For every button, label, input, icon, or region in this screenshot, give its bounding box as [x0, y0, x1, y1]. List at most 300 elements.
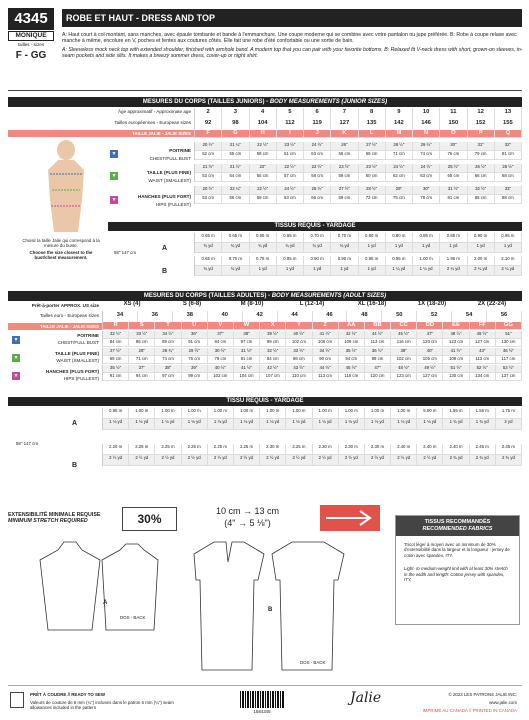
yard-a-cm-row-cell: 0.65 m: [277, 233, 304, 243]
adult-hips-in-row-cell: 45 ½": [339, 365, 365, 373]
yard-b-yd-row-cell: 1 yd: [277, 266, 304, 276]
adult-hips-cm-row-cell: 110 cm: [286, 373, 312, 381]
age-label: Âge approximatif - Approximate age: [117, 109, 191, 114]
yard-b-cm-row-cell: 1.00 m: [413, 256, 440, 266]
adult-chest-cm-row-cell: 113 cm: [365, 339, 391, 347]
seam-allowance-text: Valeurs de couture de 6 mm (¼") incluses dans le patron 6 mm (¼") seam allowances included in the pattern: [30, 700, 174, 711]
adult-yard-b-yd-row-cell: 2 ½ yd: [155, 455, 181, 466]
adult-chest-label: POITRINE: [77, 333, 99, 338]
adult-yard-a-cm-row-cell: 1.55 m: [443, 408, 469, 419]
adult-hips-in-row-cell: 43 ½": [286, 365, 312, 373]
adult-euro-row-cell: 54: [452, 311, 487, 322]
adult-yard-a-yd-row-cell: 2 yd: [496, 419, 522, 430]
junior-yardage-bar: TISSUS REQUIS - YARDAGE: [108, 222, 522, 231]
adult-euro-row-cell: 48: [347, 311, 382, 322]
adult-letter-row-cell: Y: [286, 322, 312, 330]
adult-yard-a-yd-row: [102, 419, 522, 430]
adult-letter-row-cell: R: [103, 322, 129, 330]
yard-a-cm-row-cell: 0.65 m: [250, 233, 277, 243]
waist-label: TAILLE (PLUS FINE): [146, 170, 191, 175]
adult-chest-cm-row-cell: 106 cm: [313, 339, 339, 347]
hips-cm-row-cell: 53 cm: [195, 195, 222, 204]
adult-letter-row-cell: FF: [470, 322, 496, 330]
adult-waist-in-row-cell: 28": [129, 348, 155, 356]
rtw-size: XS (4): [123, 301, 141, 307]
yard-b-yd-row-cell: 1 ¼ yd: [386, 266, 413, 276]
adult-hips-in-row: [102, 365, 522, 373]
waist-cm-row-cell: 59 cm: [331, 173, 358, 182]
adult-hips-in-row-cell: 44 ½": [313, 365, 339, 373]
adult-yard-a-yd-row-cell: 1 ⅛ yd: [182, 419, 208, 430]
letter-row-cell: K: [331, 130, 358, 138]
sizes-label: tailles - sizes: [17, 42, 45, 47]
hips-in-row-cell: 22 ½": [250, 186, 277, 195]
adult-hips-cm-row-cell: 134 cm: [470, 373, 496, 381]
waist-in-row-cell: 21 ½": [222, 164, 249, 173]
adult-yard-a-yd-row-cell: 1 ⅛ yd: [129, 419, 155, 430]
stretch-label: EXTENSIBILITÉ MINIMALE REQUISE MINIMUM STRETCH REQUIRED: [8, 512, 101, 525]
adult-yard-b-yd-row-cell: 2 ½ yd: [129, 455, 155, 466]
size-range: F - GG: [15, 50, 47, 61]
hips-cm-row-cell: 78 cm: [413, 195, 440, 204]
chest-cm-row-cell: 61 cm: [277, 151, 304, 160]
age-row-cell: 2: [195, 108, 222, 119]
waist-cm-row-cell: 65 cm: [440, 173, 467, 182]
adult-chest-cm-row-cell: 127 cm: [470, 339, 496, 347]
waist-in-row-cell: 26 ½": [495, 164, 522, 173]
divider: [8, 90, 522, 91]
jalie-logo: Jalie: [350, 690, 382, 706]
adult-hips-cm-row-cell: 91 cm: [103, 373, 129, 381]
adult-hips-in-row-cell: 40 ½": [208, 365, 234, 373]
age-row-cell: 7: [331, 108, 358, 119]
adult-yard-b-cm-row-cell: 2.30 m: [339, 444, 365, 455]
adult-yard-b-cm-row-cell: 2.25 m: [234, 444, 260, 455]
hips-in-row-cell: 30": [413, 186, 440, 195]
yard-a-yd-row-cell: ¾ yd: [277, 243, 304, 253]
chest-cm-row-cell: 58 cm: [250, 151, 277, 160]
chest-cm-row-cell: 69 cm: [359, 151, 386, 160]
adult-euro-row-cell: 44: [278, 311, 313, 322]
yard-a-cm-row-cell: 0.70 m: [331, 233, 358, 243]
adult-euro-row-cell: 42: [243, 311, 278, 322]
adult-waist-in-row-cell: 35 ½": [339, 348, 365, 356]
adult-chest-cm-row-cell: 91 cm: [182, 339, 208, 347]
junior-yardage-table: [194, 233, 522, 276]
waist-arrow-icon: ▼: [111, 173, 117, 179]
adult-yardage-b-label: B: [72, 462, 78, 469]
rtw-size: L (12-14): [299, 301, 325, 307]
yard-b-cm-row-cell: 0.95 m: [386, 256, 413, 266]
waist-in-row-cell: 21 ½": [195, 164, 222, 173]
yard-a-yd-row-cell: ¾ yd: [331, 243, 358, 253]
age-row-cell: 4: [250, 108, 277, 119]
letter-row-cell: J: [304, 130, 331, 138]
adult-chest-in-row-cell: 37": [208, 331, 234, 339]
adult-chest-en: CHEST/FULL BUST: [57, 340, 99, 345]
yard-a-cm-row: [194, 233, 522, 243]
yard-b-cm-row: [194, 256, 522, 266]
website: www.jalie.com: [489, 700, 517, 705]
letter-row-cell: G: [222, 130, 249, 138]
adult-chest-in-row-cell: 51": [496, 331, 522, 339]
chest-cm-row-cell: 52 cm: [195, 151, 222, 160]
hips-in-row-cell: 32 ½": [468, 186, 495, 195]
euro-row-cell: 92: [195, 119, 222, 130]
rtw-size: S (6-8): [182, 301, 202, 307]
waist-in-row-cell: 22 ½": [304, 164, 331, 173]
chest-in-row-cell: 22 ½": [250, 142, 277, 151]
hips-in-row-cell: 27 ½": [331, 186, 358, 195]
waist-in-row-cell: 23 ½": [359, 164, 386, 173]
adult-hips-cm-row-cell: 107 cm: [260, 373, 286, 381]
yard-b-cm-row-cell: 0.70 m: [222, 256, 249, 266]
adult-waist-in-row-cell: 41 ½": [443, 348, 469, 356]
euro-row: [194, 119, 522, 130]
adult-chest-in-row-cell: 38": [234, 331, 260, 339]
adult-chest-cm-row-cell: 84 cm: [103, 339, 129, 347]
waist-cm-row-cell: 57 cm: [277, 173, 304, 182]
adult-yard-b-cm-row-cell: 2.40 m: [417, 444, 443, 455]
adult-chest-cm-row-cell: 123 cm: [443, 339, 469, 347]
yard-b-yd-row: [194, 266, 522, 276]
adult-waist-cm-row-cell: 69 cm: [103, 356, 129, 364]
hips-in-row-cell: 22 ¼": [222, 186, 249, 195]
adult-letter-row-cell: BB: [365, 322, 391, 330]
adult-hips-en: HIPS (FULLEST): [63, 376, 99, 381]
stretch-in: (4" → 5 ⅛"): [224, 518, 271, 528]
adult-yard-b-yd-row-cell: 2 ¾ yd: [470, 455, 496, 466]
adult-waist-in-row-cell: 29 ½": [182, 348, 208, 356]
adult-waist-in-row-cell: 33 ½": [286, 348, 312, 356]
chest-cm-row-cell: 79 cm: [468, 151, 495, 160]
yard-a-cm-row-cell: 0.85 m: [440, 233, 467, 243]
adult-yard-b-cm-row-cell: 2.40 m: [391, 444, 417, 455]
chest-cm-row-cell: 74 cm: [413, 151, 440, 160]
adult-hips-cm-row: [102, 373, 522, 381]
adult-letter-row-cell: AA: [339, 322, 365, 330]
waist-cm-row: [194, 173, 522, 182]
fabric-width: 58" 147 cm: [113, 250, 137, 255]
adult-letter-row-cell: Z: [313, 322, 339, 330]
letter-row: [194, 130, 522, 138]
rtw-size: 2X (22-24): [477, 301, 507, 307]
yard-b-cm-row-cell: 0.90 m: [304, 256, 331, 266]
adult-chest-in-row-cell: 36": [182, 331, 208, 339]
hips-cm-row-cell: 81 cm: [440, 195, 467, 204]
letter-row-cell: H: [250, 130, 277, 138]
adult-yard-b-cm-row-cell: 2.30 m: [260, 444, 286, 455]
adult-yard-a-yd-row-cell: 1 ⅛ yd: [234, 419, 260, 430]
adult-yard-a-yd-row-cell: 1 ⅛ yd: [286, 419, 312, 430]
hips-cm-row-cell: 88 cm: [495, 195, 522, 204]
yard-b-yd-row-cell: ¾ yd: [195, 266, 222, 276]
adult-letter-row-cell: S: [129, 322, 155, 330]
adult-yard-a-cm-row-cell: 1.00 m: [208, 408, 234, 419]
adult-yard-b-cm-row-cell: 2.25 m: [208, 444, 234, 455]
adult-yard-a-yd-row-cell: 1 ⅛ yd: [155, 419, 181, 430]
letter-row-cell: M: [386, 130, 413, 138]
adult-waist-in-row-cell: 30 ½": [208, 348, 234, 356]
chest-cm-row-cell: 76 cm: [440, 151, 467, 160]
letter-row-cell: P: [468, 130, 495, 138]
yard-a-yd-row-cell: 1 yd: [440, 243, 467, 253]
adult-yard-b-yd-row: [102, 455, 522, 466]
adult-waist-cm-row-cell: 81 cm: [234, 356, 260, 364]
chest-cm-row-cell: 66 cm: [331, 151, 358, 160]
rtw-size: M (8-10): [240, 301, 264, 307]
pattern-number: 4345: [8, 8, 54, 30]
adult-chest-in-row: [102, 331, 522, 339]
adult-yardage-a-label: A: [72, 420, 78, 427]
euro-label: Tailles européennes - European sizes: [114, 120, 191, 125]
chest-in-row-cell: 32": [495, 142, 522, 151]
waist-in-row-cell: 24 ½": [386, 164, 413, 173]
adult-yard-b-cm-row-cell: 2.25 m: [129, 444, 155, 455]
hips-in-row-cell: 29": [386, 186, 413, 195]
adult-waist-cm-row-cell: 86 cm: [286, 356, 312, 364]
yard-b-cm-row-cell: 0.85 m: [277, 256, 304, 266]
waist-cm-row-cell: 60 cm: [359, 173, 386, 182]
page-title: ROBE ET HAUT - DRESS AND TOP: [62, 9, 522, 27]
adult-waist-cm-row-cell: 113 cm: [470, 356, 496, 364]
chest-in-row-cell: 31": [468, 142, 495, 151]
adult-waist-in-row-cell: 32 ½": [260, 348, 286, 356]
adult-yard-b-cm-row: [102, 444, 522, 455]
yard-a-cm-row-cell: 0.80 m: [386, 233, 413, 243]
adult-waist-arrow-icon: ▼: [13, 355, 19, 361]
footer-divider: [8, 685, 522, 686]
yard-b-yd-row-cell: 2 ¼ yd: [495, 266, 522, 276]
euro-row-cell: 104: [250, 119, 277, 130]
adult-table: [102, 311, 522, 381]
hips-en: HIPS (FULLEST): [155, 202, 191, 207]
adult-hips-cm-row-cell: 123 cm: [391, 373, 417, 381]
adult-hips-cm-row-cell: 113 cm: [313, 373, 339, 381]
description: [62, 32, 524, 61]
adult-yard-a-yd-row-cell: 1 ⅛ yd: [391, 419, 417, 430]
yard-a-yd-row-cell: 1 yd: [359, 243, 386, 253]
adult-yard-b-cm-row-cell: 2.20 m: [103, 444, 129, 455]
yard-b-cm-row-cell: 0.75 m: [250, 256, 277, 266]
adult-waist-in-row-cell: 28 ¾": [155, 348, 181, 356]
adult-euro-row: [102, 311, 522, 322]
yard-a-cm-row-cell: 0.90 m: [468, 233, 495, 243]
age-row-cell: 12: [468, 108, 495, 119]
yard-b-yd-row-cell: 1 ¼ yd: [413, 266, 440, 276]
stretch-percent: 30%: [122, 507, 177, 531]
yard-b-cm-row-cell: 0.65 m: [195, 256, 222, 266]
adult-waist-cm-row-cell: 102 cm: [391, 356, 417, 364]
yard-b-cm-row-cell: 0.95 m: [359, 256, 386, 266]
letter-row-cell: N: [413, 130, 440, 138]
printed-in-canada: IMPRIMÉ AU CANADA // PRINTED IN CANADA: [422, 708, 517, 713]
adult-chest-cm-row-cell: 89 cm: [155, 339, 181, 347]
adult-letter-row-cell: DD: [417, 322, 443, 330]
stretch-cm: 10 cm → 13 cm: [215, 506, 280, 516]
adult-yard-b-yd-row-cell: 2 ½ yd: [313, 455, 339, 466]
recommended-fabrics: TISSUS RECOMMANDÉS RECOMMENDED FABRICS Tricot léger à moyen avec un minimum de 30% d'extensibilité dans la largeur et la longueur : jersey de coton avec spandex, ITY. Light- to medium-weight knit with at least 30% stretch in the width and length: Cotton jersey with spandex, ITY.: [395, 515, 520, 625]
waist-cm-row-cell: 68 cm: [495, 173, 522, 182]
adult-hips-cm-row-cell: 99 cm: [182, 373, 208, 381]
adult-yard-a-yd-row-cell: 1 ⅛ yd: [208, 419, 234, 430]
letter-row-cell: I: [277, 130, 304, 138]
hips-in-row-cell: 28 ½": [359, 186, 386, 195]
adult-yard-a-cm-row-cell: 1.00 m: [391, 408, 417, 419]
yard-a-yd-row-cell: ¾ yd: [195, 243, 222, 253]
adult-yard-a-yd-row-cell: 1 ¾ yd: [470, 419, 496, 430]
back-label-b: DOS - BACK: [300, 660, 326, 665]
chest-cm-row-cell: 55 cm: [222, 151, 249, 160]
adult-hips-cm-row-cell: 137 cm: [496, 373, 522, 381]
euro-row-cell: 150: [440, 119, 467, 130]
copyright: © 2023 LES PATRONS JALIE INC.: [448, 692, 517, 697]
yard-a-yd-row-cell: 1 yd: [468, 243, 495, 253]
sketch-label-a: A: [103, 600, 108, 606]
adult-hips-in-row-cell: 53 ½": [496, 365, 522, 373]
age-row-cell: 3: [222, 108, 249, 119]
chest-in-row-cell: 24 ½": [304, 142, 331, 151]
adult-hips-in-row-cell: 48 ½": [391, 365, 417, 373]
adult-waist-cm-row-cell: 117 cm: [496, 356, 522, 364]
adult-yard-a-cm-row-cell: 1.00 m: [129, 408, 155, 419]
adult-chest-cm-row-cell: 99 cm: [260, 339, 286, 347]
barcode-icon: [240, 691, 284, 708]
adult-chest-cm-row-cell: 120 cm: [417, 339, 443, 347]
adult-yard-a-yd-row-cell: 1 ⅛ yd: [365, 419, 391, 430]
adult-yard-b-yd-row-cell: 2 ½ yd: [182, 455, 208, 466]
adult-size-label: TAILLE JALIE - JALIE SIZES: [8, 323, 102, 330]
adult-waist-in-row-cell: 34 ½": [313, 348, 339, 356]
adult-hips-in-row-cell: 51 ½": [443, 365, 469, 373]
adult-hips-cm-row-cell: 94 cm: [129, 373, 155, 381]
yard-b-yd-row-cell: ¾ yd: [222, 266, 249, 276]
euro-row-cell: 127: [331, 119, 358, 130]
waist-cm-row-cell: 55 cm: [250, 173, 277, 182]
yard-a-yd-row-cell: 1 yd: [413, 243, 440, 253]
adult-hips-in-row-cell: 35 ½": [103, 365, 129, 373]
adult-yard-b-yd-row-cell: 2 ¾ yd: [443, 455, 469, 466]
adult-chest-in-row-cell: 42 ½": [339, 331, 365, 339]
euro-row-cell: 98: [222, 119, 249, 130]
description-fr: A: Haut court à col montant, sans manches, avec épaule tombante et bande à l'emmanchure. Une coupe moderne qui se combine avec votre pantalon ou jupe préférée. B: Robe à coupe relaxe avec manche à même, encolure en V, poches et fentes aux coutures côtés. Élle fait une robe d'été confortable ou une sortie de bain.: [62, 32, 517, 45]
adult-waist-label: TAILLE (PLUS FINE): [54, 351, 99, 356]
age-row-cell: 11: [440, 108, 467, 119]
adult-chest-in-row-cell: 44 ½": [365, 331, 391, 339]
adult-chest-in-row-cell: 33 ½": [129, 331, 155, 339]
age-row-cell: 5: [277, 108, 304, 119]
euro-row-cell: 152: [468, 119, 495, 130]
adult-letter-row-cell: T: [155, 322, 181, 330]
adult-yard-a-yd-row-cell: 1 ⅛ yd: [260, 419, 286, 430]
adult-hips-in-row-cell: 37": [129, 365, 155, 373]
chest-arrow-icon: ▼: [111, 151, 117, 157]
waist-in-row-cell: 24 ½": [413, 164, 440, 173]
chest-en: CHEST/FULL BUST: [149, 156, 191, 161]
adult-waist-cm-row: [102, 356, 522, 364]
yard-b-yd-row-cell: 1 yd: [304, 266, 331, 276]
adult-yard-b-cm-row-cell: 2.25 m: [182, 444, 208, 455]
yard-b-yd-row-cell: 1 yd: [359, 266, 386, 276]
adult-euro-label: Tailles euro - European sizes: [40, 313, 99, 318]
yard-a-yd-row-cell: ¾ yd: [304, 243, 331, 253]
yard-a-cm-row-cell: 0.65 m: [195, 233, 222, 243]
adult-yard-b-yd-row-cell: 2 ¾ yd: [496, 455, 522, 466]
waist-in-row: [194, 164, 522, 173]
ready-to-sew-icon: [10, 692, 24, 708]
adult-chest-arrow-icon: ▼: [13, 337, 19, 343]
adult-euro-row-cell: 56: [487, 311, 522, 322]
adult-yard-b-cm-row-cell: 2.45 m: [496, 444, 522, 455]
ready-to-sew-label: PRÊT À COUDRE // READY TO SEW: [30, 692, 105, 697]
adult-hips-arrow-icon: ▼: [13, 373, 19, 379]
adult-waist-in-row-cell: 36 ½": [365, 348, 391, 356]
adult-waist-cm-row-cell: 74 cm: [155, 356, 181, 364]
adult-hips-in-row-cell: 47": [365, 365, 391, 373]
adult-yard-b-yd-row-cell: 2 ½ yd: [339, 455, 365, 466]
adult-chest-in-row-cell: 47": [417, 331, 443, 339]
adult-yard-a-yd-row-cell: 1 ⅛ yd: [339, 419, 365, 430]
adult-letter-row-cell: U: [182, 322, 208, 330]
hips-cm-row-cell: 75 cm: [386, 195, 413, 204]
chest-in-row-cell: 29 ½": [413, 142, 440, 151]
adult-yard-a-cm-row-cell: 1.75 m: [496, 408, 522, 419]
chest-in-row-cell: 23 ½": [277, 142, 304, 151]
junior-table: [194, 108, 522, 204]
waist-in-row-cell: 22": [250, 164, 277, 173]
adult-yard-a-cm-row-cell: 1.00 m: [339, 408, 365, 419]
adult-bar: MESURES DU CORPS (TAILLES ADULTES) - BODY MEASUREMENTS (ADULT SIZES): [8, 291, 522, 301]
yard-b-cm-row-cell: 0.90 m: [331, 256, 358, 266]
fabrics-text-fr: Tricot léger à moyen avec un minimum de 30% d'extensibilité dans la largeur et la longueur : jersey de coton avec spandex, ITY.: [404, 542, 510, 558]
waist-in-row-cell: 22 ½": [277, 164, 304, 173]
adult-yardage-table: [102, 408, 522, 466]
adult-chest-cm-row: [102, 339, 522, 347]
adult-chest-cm-row-cell: 109 cm: [339, 339, 365, 347]
adult-yard-b-yd-row-cell: 2 ½ yd: [103, 455, 129, 466]
adult-yard-a-cm-row-cell: 1.00 m: [234, 408, 260, 419]
chest-in-row-cell: 28 ½": [386, 142, 413, 151]
yard-a-yd-row-cell: 1 yd: [495, 243, 522, 253]
adult-yard-a-yd-row-cell: 1 ⅛ yd: [103, 419, 129, 430]
waist-in-row-cell: 25 ½": [440, 164, 467, 173]
adult-chest-in-row-cell: 48 ½": [443, 331, 469, 339]
waist-cm-row-cell: 62 cm: [386, 173, 413, 182]
stretch-arrow-icon: [320, 505, 380, 531]
adult-waist-in-row-cell: 46 ½": [496, 348, 522, 356]
hips-label: HANCHES (PLUS FORT): [137, 194, 191, 199]
yard-b-yd-row-cell: 1 yd: [250, 266, 277, 276]
chest-in-row-cell: 26": [331, 142, 358, 151]
adult-waist-cm-row-cell: 90 cm: [313, 356, 339, 364]
letter-row-cell: Q: [495, 130, 522, 138]
adult-yard-b-yd-row-cell: 2 ½ yd: [365, 455, 391, 466]
description-en: A: Sleeveless mock neck top with extended shoulder, finished with armhole band. A modern top that you can pair with your favorite bottoms. B: Relaxed fit V-neck dress with short, grown-on sleeves, in-seam pockets and side slits. It makes a breezy summer dress, cover-up or night shirt.: [62, 46, 523, 59]
age-row-cell: 6: [304, 108, 331, 119]
adult-hips-in-row-cell: 38": [155, 365, 181, 373]
hips-cm-row-cell: 59 cm: [250, 195, 277, 204]
adult-hips-in-row-cell: 42 ½": [260, 365, 286, 373]
adult-waist-in-row-cell: 31 ½": [234, 348, 260, 356]
adult-yard-a-cm-row-cell: 5.00 m: [417, 408, 443, 419]
adult-yard-a-cm-row-cell: 1.00 m: [286, 408, 312, 419]
yard-a-cm-row-cell: 0.85 m: [413, 233, 440, 243]
euro-row-cell: 119: [304, 119, 331, 130]
yardage-b-label: B: [162, 268, 168, 275]
adult-yard-a-yd-row-cell: 1 ⅛ yd: [417, 419, 443, 430]
chest-cm-row: [194, 151, 522, 160]
adult-yard-b-yd-row-cell: 2 ½ yd: [391, 455, 417, 466]
